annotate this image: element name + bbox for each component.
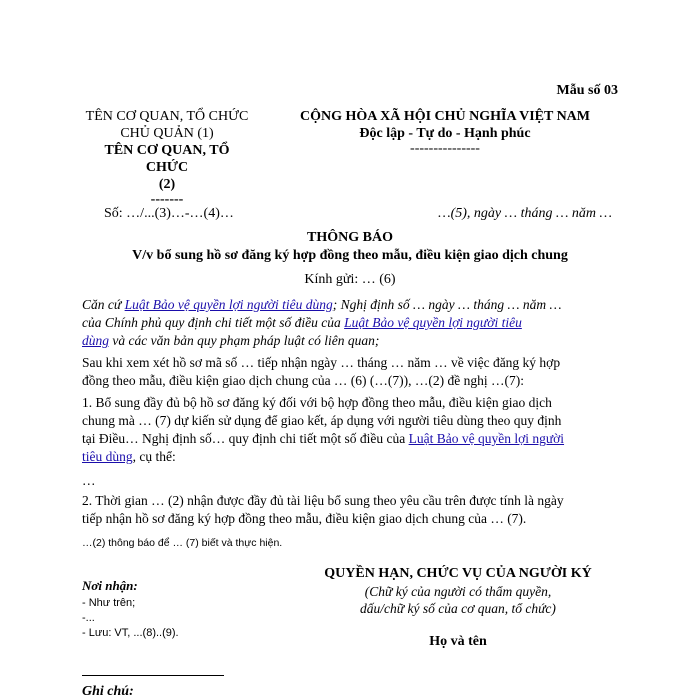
law-link-2[interactable]: Luật Bảo vệ quyền lợi người tiêu (344, 315, 522, 330)
nation-divider: --------------- (410, 141, 480, 156)
item-1 (82, 394, 622, 466)
agency-parent-line1: TÊN CƠ QUAN, TỔ CHỨC (85, 109, 249, 124)
signer-block (300, 566, 616, 650)
law-link-3[interactable]: Luật Bảo vệ quyền lợi người (408, 431, 565, 446)
recipient-item: - Lưu: VT, ...(8)..(9). (82, 627, 179, 639)
agency-name-line2: (2) (158, 177, 176, 192)
document-subtitle: V/v bổ sung hồ sơ đăng ký hợp đồng theo mẫu, điều kiện giao dịch chung (132, 248, 568, 263)
law-link-1[interactable]: Luật Bảo vệ quyền lợi người tiêu dùng (124, 297, 333, 312)
law-link-2-cont[interactable]: dùng (82, 333, 109, 348)
item2-line-1: 2. Thời gian … (2) nhận được đầy đủ tài liệu bổ sung theo yêu cầu trên được tính là ngày (82, 493, 564, 508)
footer-note-label: Ghi chú: (82, 684, 134, 699)
basis-text-3: của Chính phủ quy định chi tiết một số điều của (82, 315, 345, 330)
signer-hint-2: dấu/chữ ký số của cơ quan, tổ chức) (360, 601, 556, 616)
recipient-line: Kính gửi: … (6) (304, 272, 396, 287)
intro-line-2: đồng theo mẫu, điều kiện giao dịch chung của … (6) (…(7)), …(2) đề nghị …(7): (82, 373, 525, 388)
place-and-date: …(5), ngày … tháng … năm … (438, 206, 612, 221)
item1-line-1: 1. Bổ sung đầy đủ bộ hồ sơ đăng ký đối với bộ hợp đồng theo mẫu, điều kiện giao dịch (82, 395, 552, 410)
recipients-label: Nơi nhận: (82, 578, 138, 593)
item2-line-2: tiếp nhận hồ sơ đăng ký hợp đồng theo mẫu, điều kiện giao dịch chung của … (7). (82, 511, 527, 526)
nation-motto: Độc lập - Tự do - Hạnh phúc (359, 126, 531, 141)
agency-name-line1: TÊN CƠ QUAN, TỔ CHỨC (104, 143, 230, 175)
basis-text-4: và các văn bản quy phạm pháp luật có liên quan; (109, 333, 380, 348)
intro-line-1: Sau khi xem xét hồ sơ mã số … tiếp nhận ngày … tháng … năm … về việc đăng ký hợp (82, 355, 561, 370)
footer-separator (82, 675, 224, 676)
nation-header (280, 108, 610, 155)
document-title: THÔNG BÁO (307, 230, 393, 245)
agency-divider: ------- (150, 192, 184, 207)
item1-line-3: tại Điều… Nghị định số… quy định chi tiết một số điều của (82, 431, 409, 446)
agency-parent-line2: CHỦ QUẢN (1) (120, 126, 214, 141)
basis-text-1: Căn cứ (82, 297, 125, 312)
recipients-block (82, 578, 179, 641)
nation-title: CỘNG HÒA XÃ HỘI CHỦ NGHĨA VIỆT NAM (299, 109, 590, 124)
recipient-item: - Như trên; (82, 597, 136, 609)
recipient-item: -... (82, 612, 95, 624)
agency-header (82, 108, 252, 206)
signer-hint-1: (Chữ ký của người có thẩm quyền, (364, 584, 552, 599)
signer-position: QUYỀN HẠN, CHỨC VỤ CỦA NGƯỜI KÝ (324, 566, 592, 581)
form-number: Mẫu số 03 (556, 83, 618, 98)
item1-line-2: chung mà … (7) dự kiến sử dụng để giao kết, áp dụng với người tiêu dùng theo quy định (82, 413, 562, 428)
notice-line: …(2) thông báo để … (7) biết và thực hiện. (82, 537, 283, 549)
item-2 (82, 492, 627, 528)
intro-paragraph (82, 354, 622, 390)
basis-text-2: ; Nghị định số … ngày … tháng … năm … (332, 297, 562, 312)
signer-name: Họ và tên (429, 634, 487, 649)
law-link-3-cont[interactable]: tiêu dùng (82, 449, 133, 464)
document-number: Số: …/...(3)…-…(4)… (104, 206, 234, 221)
recipients-list (82, 596, 179, 641)
ellipsis-line: … (82, 473, 96, 488)
legal-basis (82, 296, 622, 350)
item1-line-4: , cụ thể: (132, 449, 176, 464)
